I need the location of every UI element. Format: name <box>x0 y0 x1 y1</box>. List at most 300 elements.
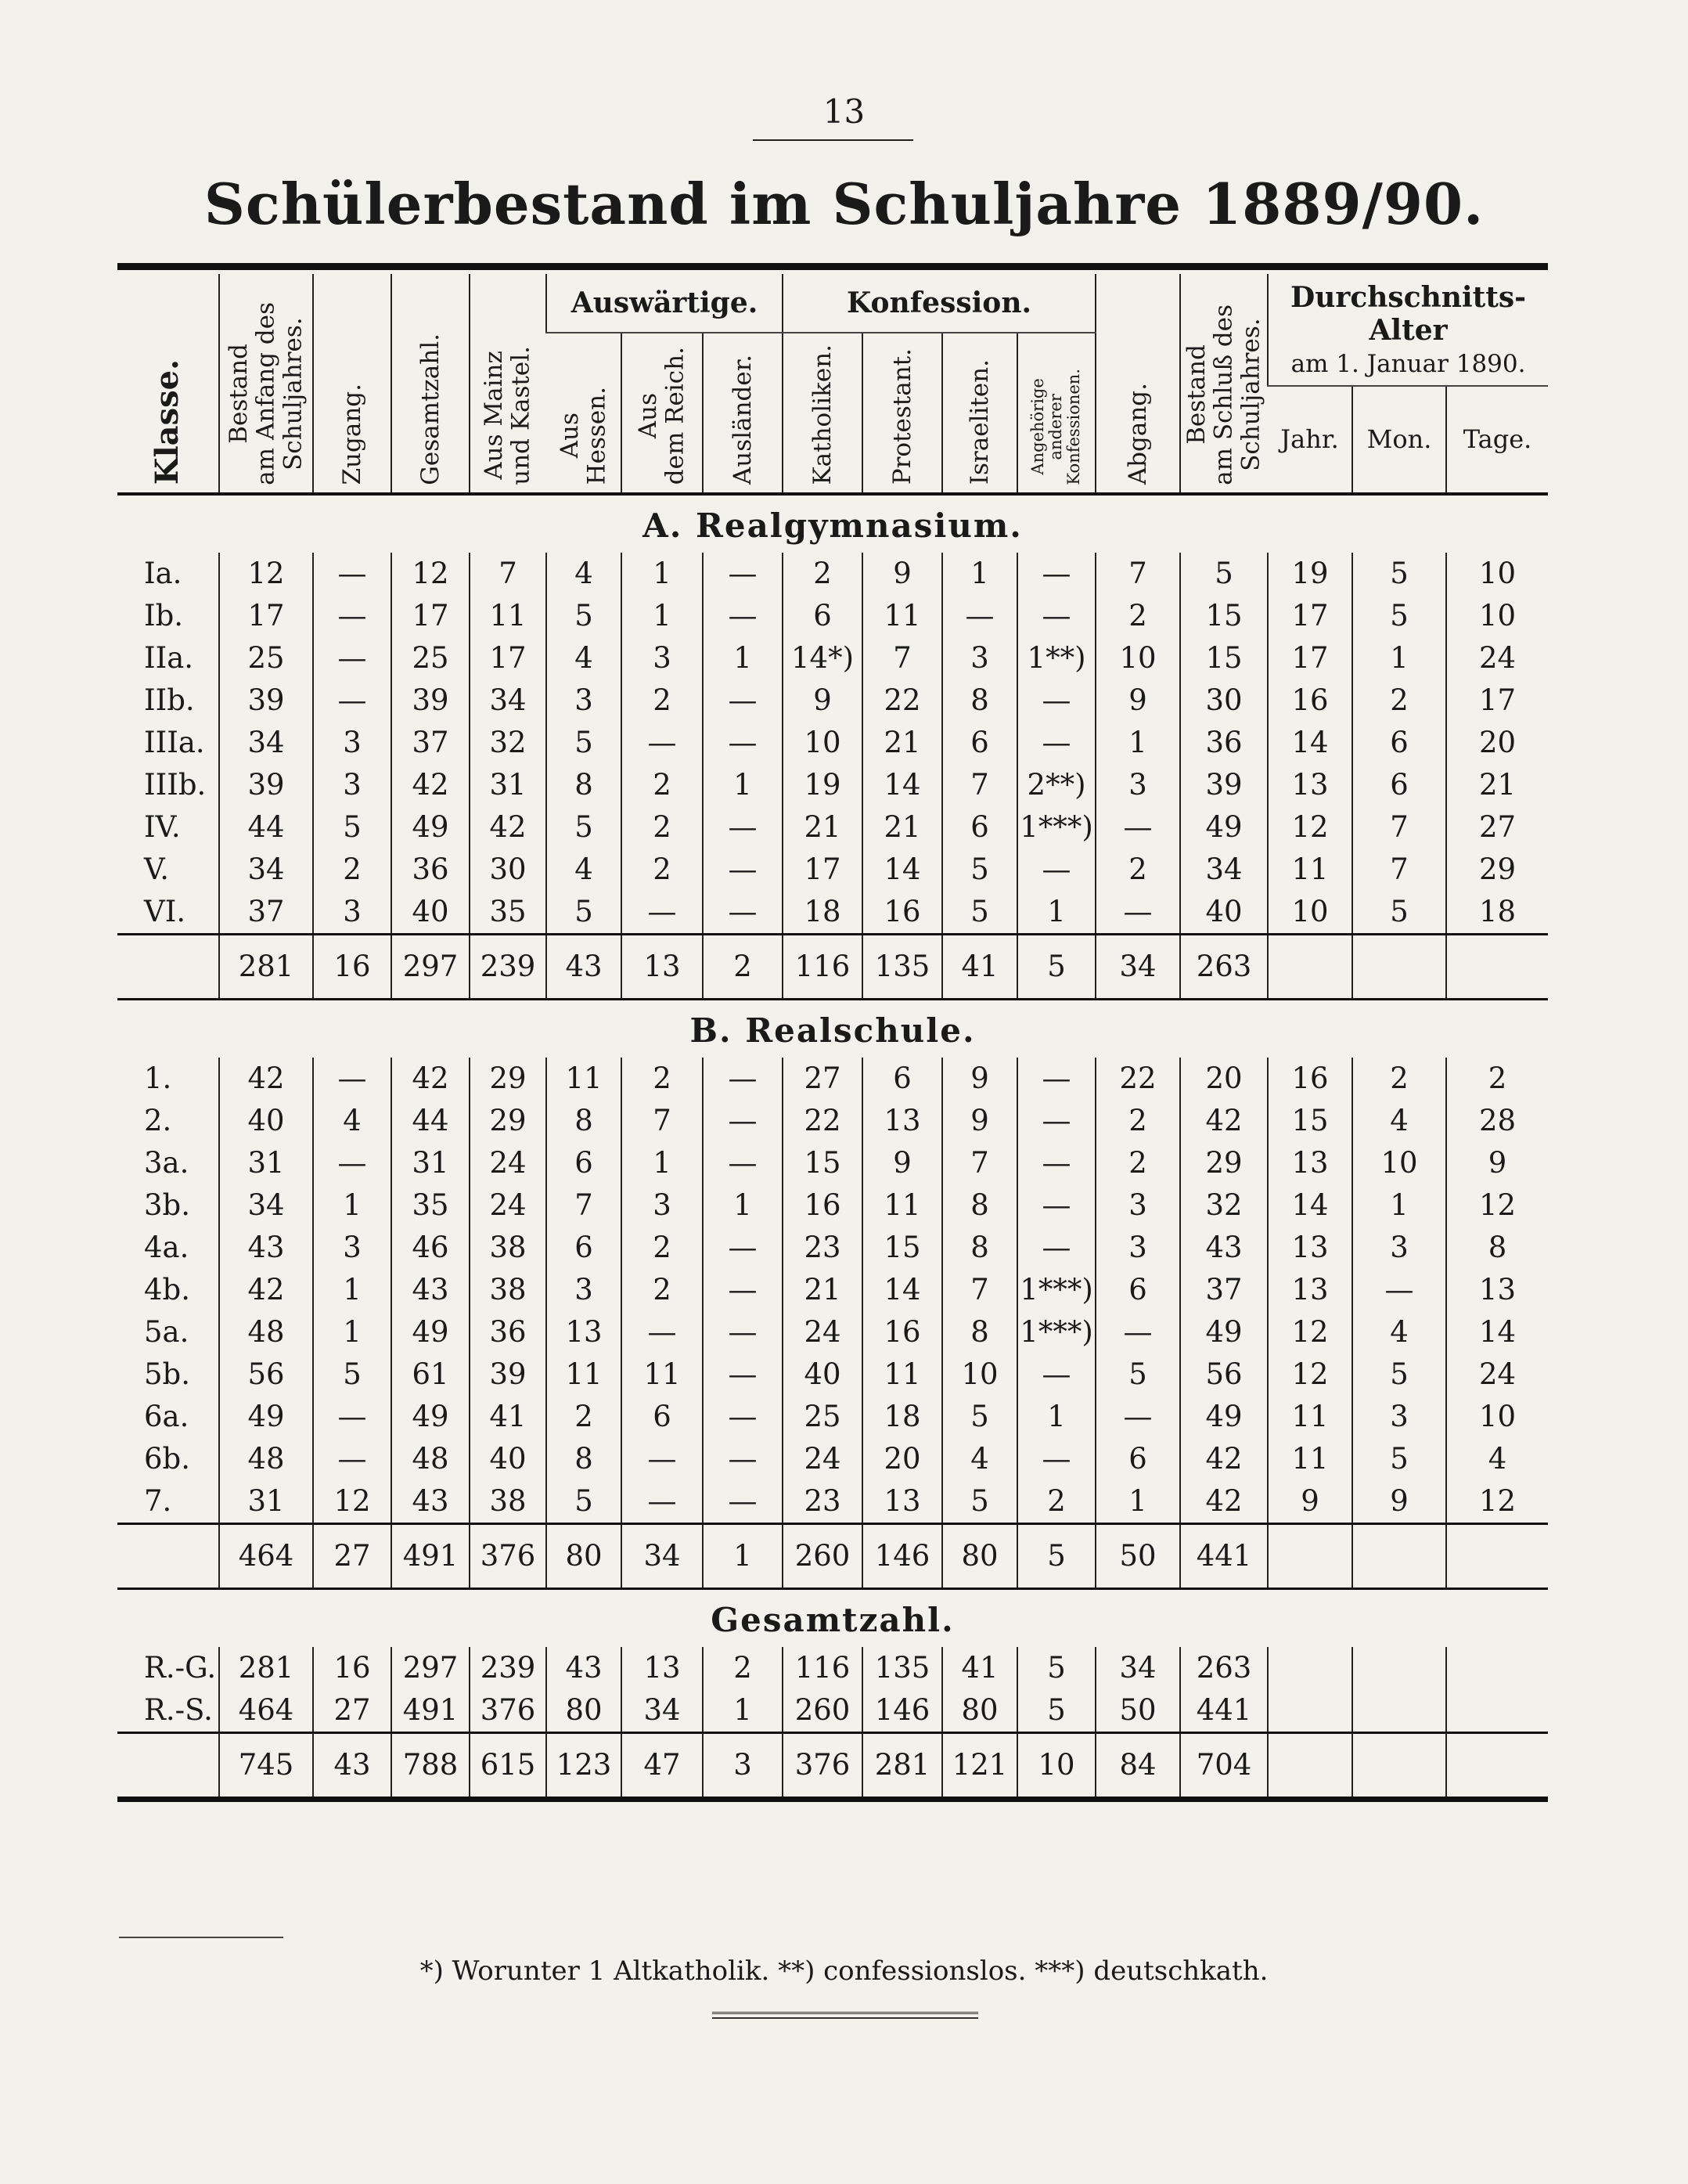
table-cell: 12 <box>1268 806 1352 849</box>
total-label <box>117 1732 219 1797</box>
table-cell: 5 <box>1096 1353 1180 1396</box>
table-cell: 11 <box>862 595 942 637</box>
table-cell: 2 <box>1096 849 1180 891</box>
header-mainz: Aus Mainz und Kastel. <box>470 274 546 494</box>
table-cell: 21 <box>783 806 862 849</box>
table-cell: — <box>1017 849 1096 891</box>
total-cell: 43 <box>313 1732 391 1797</box>
table-cell: 9 <box>1352 1480 1446 1524</box>
table-cell: 260 <box>783 1689 862 1733</box>
table-cell: 9 <box>942 1100 1017 1142</box>
table-cell: 39 <box>391 679 470 722</box>
table-cell: 15 <box>1268 1100 1352 1142</box>
table-cell: — <box>1017 1184 1096 1227</box>
table-cell: 12 <box>391 553 470 595</box>
table-cell: 13 <box>1268 1269 1352 1311</box>
total-cell: 615 <box>470 1732 546 1797</box>
table-cell: 6 <box>1096 1438 1180 1480</box>
table-cell: 43 <box>391 1269 470 1311</box>
table-cell: — <box>1017 1227 1096 1269</box>
table-cell: 29 <box>1446 849 1548 891</box>
table-cell: 8 <box>546 1100 621 1142</box>
table-cell: 2 <box>1352 679 1446 722</box>
table-cell: 5 <box>546 1480 621 1524</box>
table-cell: 25 <box>391 637 470 679</box>
total-cell: 121 <box>942 1732 1017 1797</box>
table-cell: 4 <box>1352 1100 1446 1142</box>
table-cell: — <box>313 679 391 722</box>
table-cell: — <box>703 1353 783 1396</box>
table-body <box>117 494 1548 1798</box>
table-cell: 42 <box>470 806 546 849</box>
table-cell: 6 <box>546 1142 621 1184</box>
table-cell: 43 <box>391 1480 470 1524</box>
class-label: Ia. <box>144 557 182 591</box>
total-cell: 116 <box>783 934 862 999</box>
total-cell: 297 <box>391 934 470 999</box>
table-cell: 16 <box>862 1311 942 1353</box>
realgymnasium-title: A. Realgymnasium. <box>642 506 1023 545</box>
total-cell <box>1268 1523 1352 1588</box>
table-cell: 25 <box>219 637 313 679</box>
class-label: 5a. <box>144 1315 189 1350</box>
table-cell: — <box>703 1269 783 1311</box>
class-label: R.-S. <box>144 1693 213 1728</box>
table-cell: 48 <box>219 1438 313 1480</box>
table-cell: 2 <box>621 1227 703 1269</box>
table-cell: 11 <box>862 1184 942 1227</box>
table-cell: — <box>1017 595 1096 637</box>
table-row <box>117 1480 1548 1524</box>
table-cell: — <box>1096 891 1180 935</box>
table-cell: 15 <box>862 1227 942 1269</box>
table-cell: — <box>703 1396 783 1438</box>
table-cell: 13 <box>621 1647 703 1689</box>
total-cell: 80 <box>942 1523 1017 1588</box>
table-cell: 27 <box>313 1689 391 1733</box>
statistics-table-wrapper <box>117 263 1548 1802</box>
class-label: 1. <box>144 1061 172 1096</box>
table-cell: 1 <box>703 1689 783 1733</box>
table-cell: 46 <box>391 1227 470 1269</box>
table-cell: 19 <box>783 764 862 806</box>
table-cell: 2 <box>621 764 703 806</box>
table-cell: 4 <box>1352 1311 1446 1353</box>
header-hessen: Aus Hessen. <box>546 333 621 494</box>
gesamtzahl-total-row <box>117 1732 1548 1797</box>
table-cell: 18 <box>1446 891 1548 935</box>
table-cell: 2 <box>1446 1058 1548 1100</box>
table-cell: 297 <box>391 1647 470 1689</box>
table-cell: 29 <box>1180 1142 1268 1184</box>
table-cell: 24 <box>470 1184 546 1227</box>
table-cell: 12 <box>1446 1184 1548 1227</box>
table-cell: — <box>313 1438 391 1480</box>
table-row <box>117 1058 1548 1100</box>
table-cell: 5 <box>1352 1438 1446 1480</box>
total-cell <box>1446 1523 1548 1588</box>
table-cell: 16 <box>1268 679 1352 722</box>
table-cell: 48 <box>219 1311 313 1353</box>
table-cell: 14 <box>862 849 942 891</box>
table-cell: 40 <box>783 1353 862 1396</box>
table-cell: 2 <box>1352 1058 1446 1100</box>
table-cell: 17 <box>783 849 862 891</box>
table-cell: 56 <box>219 1353 313 1396</box>
table-cell: 2 <box>621 849 703 891</box>
table-cell: 49 <box>1180 1311 1268 1353</box>
table-cell: 4 <box>942 1438 1017 1480</box>
total-cell: 10 <box>1017 1732 1096 1797</box>
table-cell: — <box>1096 1311 1180 1353</box>
class-label: IV. <box>144 810 181 845</box>
table-cell: 6 <box>783 595 862 637</box>
table-cell: 12 <box>313 1480 391 1524</box>
header-zugang: Zugang. <box>313 274 391 494</box>
table-cell: 34 <box>1096 1647 1180 1689</box>
table-cell: 10 <box>1446 595 1548 637</box>
table-cell: 49 <box>219 1396 313 1438</box>
total-cell: 27 <box>313 1523 391 1588</box>
table-cell: 39 <box>219 764 313 806</box>
table-cell: 7 <box>862 637 942 679</box>
table-cell: 14 <box>862 1269 942 1311</box>
header-bestand-anfang: Bestand am Anfang des Schuljahres. <box>219 274 313 494</box>
class-label: 4a. <box>144 1231 189 1265</box>
table-cell: 281 <box>219 1647 313 1689</box>
table-cell: 16 <box>313 1647 391 1689</box>
table-cell: 8 <box>942 1184 1017 1227</box>
table-cell: 14 <box>1268 1184 1352 1227</box>
total-cell: 47 <box>621 1732 703 1797</box>
footnote-rule <box>119 1937 283 1938</box>
table-cell: 61 <box>391 1353 470 1396</box>
table-cell: 2 <box>1096 1100 1180 1142</box>
header-bestand-schluss: Bestand am Schluß des Schuljahres. <box>1180 274 1268 494</box>
table-cell: 44 <box>391 1100 470 1142</box>
table-cell: 22 <box>1096 1058 1180 1100</box>
table-cell: 29 <box>470 1058 546 1100</box>
table-cell: 2 <box>621 806 703 849</box>
table-cell: 2 <box>546 1396 621 1438</box>
table-cell: 10 <box>1268 891 1352 935</box>
table-cell: 8 <box>546 1438 621 1480</box>
table-cell: 36 <box>391 849 470 891</box>
table-row <box>117 1100 1548 1142</box>
table-cell: 5 <box>546 891 621 935</box>
table-cell: 27 <box>783 1058 862 1100</box>
table-cell: 135 <box>862 1647 942 1689</box>
table-cell: 21 <box>862 806 942 849</box>
table-cell: 9 <box>862 553 942 595</box>
table-cell: 4 <box>546 637 621 679</box>
table-cell: 3 <box>313 1227 391 1269</box>
total-cell: 16 <box>313 934 391 999</box>
table-cell: 32 <box>1180 1184 1268 1227</box>
class-label: 6a. <box>144 1400 189 1434</box>
table-cell: 21 <box>862 722 942 764</box>
table-cell: 1***) <box>1017 1269 1096 1311</box>
table-cell: 13 <box>862 1480 942 1524</box>
class-label: 6b. <box>144 1442 190 1476</box>
table-cell: 9 <box>1096 679 1180 722</box>
class-label: 4b. <box>144 1273 190 1307</box>
table-cell: 5 <box>546 595 621 637</box>
footnote: *) Worunter 1 Altkatholik. **) confessionslos. ***) deutschkath. <box>419 1955 1269 1987</box>
header-protestant: Protestant. <box>862 333 942 494</box>
table-cell: 5 <box>942 1396 1017 1438</box>
table-cell: — <box>703 1142 783 1184</box>
table-cell: 18 <box>862 1396 942 1438</box>
table-cell: 14*) <box>783 637 862 679</box>
table-cell: 36 <box>470 1311 546 1353</box>
table-cell: 34 <box>219 849 313 891</box>
table-cell: 24 <box>783 1311 862 1353</box>
table-cell: 6 <box>1352 764 1446 806</box>
table-row <box>117 595 1548 637</box>
total-cell: 50 <box>1096 1523 1180 1588</box>
table-cell: 7 <box>942 764 1017 806</box>
total-cell: 464 <box>219 1523 313 1588</box>
table-cell: 13 <box>1268 1227 1352 1269</box>
table-cell: 1***) <box>1017 1311 1096 1353</box>
table-cell: 5 <box>313 806 391 849</box>
table-cell: 5 <box>942 891 1017 935</box>
table-cell: — <box>942 595 1017 637</box>
class-label: Ib. <box>144 599 184 633</box>
table-cell: 34 <box>621 1689 703 1733</box>
class-label: IIIa. <box>144 726 205 760</box>
table-cell: — <box>1017 1100 1096 1142</box>
table-cell: 4 <box>546 849 621 891</box>
table-cell: 3 <box>546 679 621 722</box>
table-cell: 5 <box>1352 553 1446 595</box>
table-cell: 5 <box>1180 553 1268 595</box>
table-cell: 30 <box>470 849 546 891</box>
table-cell: 6 <box>1096 1269 1180 1311</box>
table-cell: 13 <box>1268 1142 1352 1184</box>
table-cell: 1 <box>313 1269 391 1311</box>
class-label: 7. <box>144 1484 172 1519</box>
table-row <box>117 849 1548 891</box>
table-cell: 3 <box>621 1184 703 1227</box>
table-cell: — <box>313 1396 391 1438</box>
table-cell: 49 <box>391 806 470 849</box>
table-cell: 28 <box>1446 1100 1548 1142</box>
table-cell: 464 <box>219 1689 313 1733</box>
table-cell: 3 <box>313 891 391 935</box>
table-cell: 12 <box>1268 1353 1352 1396</box>
table-cell: 80 <box>546 1689 621 1733</box>
header-mon: Mon. <box>1352 386 1446 494</box>
table-cell: — <box>621 891 703 935</box>
realschule-total-row <box>117 1523 1548 1588</box>
table-cell: 146 <box>862 1689 942 1733</box>
table-cell: 1 <box>313 1184 391 1227</box>
realgymnasium-total-row <box>117 934 1548 999</box>
table-cell: 2 <box>1096 595 1180 637</box>
table-cell: 5 <box>1352 1353 1446 1396</box>
table-cell: 7 <box>621 1100 703 1142</box>
table-cell: 2 <box>1017 1480 1096 1524</box>
total-cell: 281 <box>862 1732 942 1797</box>
table-cell <box>1446 1647 1548 1689</box>
table-cell: 7 <box>1096 553 1180 595</box>
table-row <box>117 1184 1548 1227</box>
table-cell: — <box>703 1227 783 1269</box>
header-jahr: Jahr. <box>1268 386 1352 494</box>
table-cell: — <box>703 679 783 722</box>
table-cell: 3 <box>621 637 703 679</box>
table-cell: 11 <box>862 1353 942 1396</box>
table-cell: 10 <box>1352 1142 1446 1184</box>
table-cell: 48 <box>391 1438 470 1480</box>
table-cell: — <box>1352 1269 1446 1311</box>
table-cell: — <box>1017 679 1096 722</box>
table-cell: 6 <box>1352 722 1446 764</box>
total-cell <box>1446 1732 1548 1797</box>
class-label: 3a. <box>144 1146 189 1180</box>
table-cell: 7 <box>1352 849 1446 891</box>
header-auslaender: Ausländer. <box>703 333 783 494</box>
table-cell: 38 <box>470 1269 546 1311</box>
total-cell <box>1352 1523 1446 1588</box>
table-cell: 8 <box>1446 1227 1548 1269</box>
total-cell: 2 <box>703 934 783 999</box>
table-cell: 7 <box>1352 806 1446 849</box>
table-cell: 34 <box>219 1184 313 1227</box>
table-cell: 17 <box>219 595 313 637</box>
table-cell: 80 <box>942 1689 1017 1733</box>
table-cell: 1 <box>621 553 703 595</box>
table-cell: 9 <box>1268 1480 1352 1524</box>
table-cell: 5 <box>1017 1647 1096 1689</box>
total-cell: 239 <box>470 934 546 999</box>
table-cell: 56 <box>1180 1353 1268 1396</box>
gesamtzahl-title: Gesamtzahl. <box>711 1600 955 1639</box>
table-cell: 5 <box>942 1480 1017 1524</box>
total-cell: 5 <box>1017 934 1096 999</box>
table-cell: — <box>1017 1142 1096 1184</box>
table-cell: 16 <box>783 1184 862 1227</box>
table-cell: 22 <box>862 679 942 722</box>
table-cell <box>1352 1647 1446 1689</box>
table-row <box>117 1396 1548 1438</box>
table-cell: 39 <box>470 1353 546 1396</box>
table-cell: 39 <box>219 679 313 722</box>
header-israeliten: Israeliten. <box>942 333 1017 494</box>
table-cell: 3 <box>1352 1227 1446 1269</box>
table-cell: 20 <box>862 1438 942 1480</box>
total-cell: 3 <box>703 1732 783 1797</box>
table-cell: 1**) <box>1017 637 1096 679</box>
table-cell: 37 <box>219 891 313 935</box>
table-cell: — <box>703 1480 783 1524</box>
table-cell: 36 <box>1180 722 1268 764</box>
table-cell: 1 <box>703 637 783 679</box>
table-cell: — <box>703 595 783 637</box>
table-cell: 1 <box>1096 1480 1180 1524</box>
table-cell: 11 <box>470 595 546 637</box>
table-cell: 11 <box>621 1353 703 1396</box>
header-klasse: Klasse. <box>117 274 219 494</box>
header-gesamtzahl: Gesamtzahl. <box>391 274 470 494</box>
table-cell: 491 <box>391 1689 470 1733</box>
table-cell: 16 <box>1268 1058 1352 1100</box>
total-cell: 123 <box>546 1732 621 1797</box>
table-cell: 1 <box>703 764 783 806</box>
table-cell: — <box>1017 1353 1096 1396</box>
total-cell: 745 <box>219 1732 313 1797</box>
table-row <box>117 764 1548 806</box>
table-cell: 1 <box>313 1311 391 1353</box>
table-cell: 11 <box>1268 849 1352 891</box>
table-cell: 32 <box>470 722 546 764</box>
table-row <box>117 1689 1548 1733</box>
table-cell: 20 <box>1180 1058 1268 1100</box>
table-cell: 239 <box>470 1647 546 1689</box>
class-label: IIa. <box>144 641 194 676</box>
class-label: 5b. <box>144 1357 190 1392</box>
table-cell: 10 <box>783 722 862 764</box>
page-number: 13 <box>822 92 866 131</box>
total-cell: 43 <box>546 934 621 999</box>
table-cell: 14 <box>862 764 942 806</box>
header-tage: Tage. <box>1446 386 1548 494</box>
table-cell: 1 <box>1017 1396 1096 1438</box>
table-cell: 3 <box>313 722 391 764</box>
total-cell <box>1268 934 1352 999</box>
table-cell: — <box>313 1058 391 1100</box>
total-label <box>117 934 219 999</box>
table-cell: — <box>1017 553 1096 595</box>
table-cell: 2 <box>1096 1142 1180 1184</box>
table-cell: 24 <box>1446 1353 1548 1396</box>
table-cell: 1 <box>621 595 703 637</box>
table-cell: 17 <box>470 637 546 679</box>
table-cell: 8 <box>546 764 621 806</box>
table-cell: 17 <box>1446 679 1548 722</box>
table-cell: 14 <box>1268 722 1352 764</box>
table-row <box>117 1269 1548 1311</box>
table-cell: 10 <box>942 1353 1017 1396</box>
table-cell: 5 <box>1017 1689 1096 1733</box>
table-cell: 1 <box>703 1184 783 1227</box>
table-cell: 7 <box>470 553 546 595</box>
table-row <box>117 806 1548 849</box>
table-cell: — <box>621 1480 703 1524</box>
table-cell: 24 <box>470 1142 546 1184</box>
table-cell: — <box>1096 1396 1180 1438</box>
class-label: IIIb. <box>144 768 207 802</box>
table-row <box>117 1438 1548 1480</box>
table-cell: 15 <box>783 1142 862 1184</box>
table-cell: 6 <box>942 806 1017 849</box>
table-top-rule <box>117 263 1548 270</box>
realschule-title-row <box>117 999 1548 1058</box>
table-cell: 35 <box>391 1184 470 1227</box>
table-cell: — <box>703 849 783 891</box>
table-cell: 13 <box>546 1311 621 1353</box>
table-row <box>117 722 1548 764</box>
table-cell: 17 <box>1268 595 1352 637</box>
table-cell: 14 <box>1446 1311 1548 1353</box>
gesamtzahl-title-row <box>117 1588 1548 1647</box>
table-cell: 2 <box>621 1058 703 1100</box>
total-cell: 135 <box>862 934 942 999</box>
table-cell: — <box>621 722 703 764</box>
table-cell: 27 <box>1446 806 1548 849</box>
